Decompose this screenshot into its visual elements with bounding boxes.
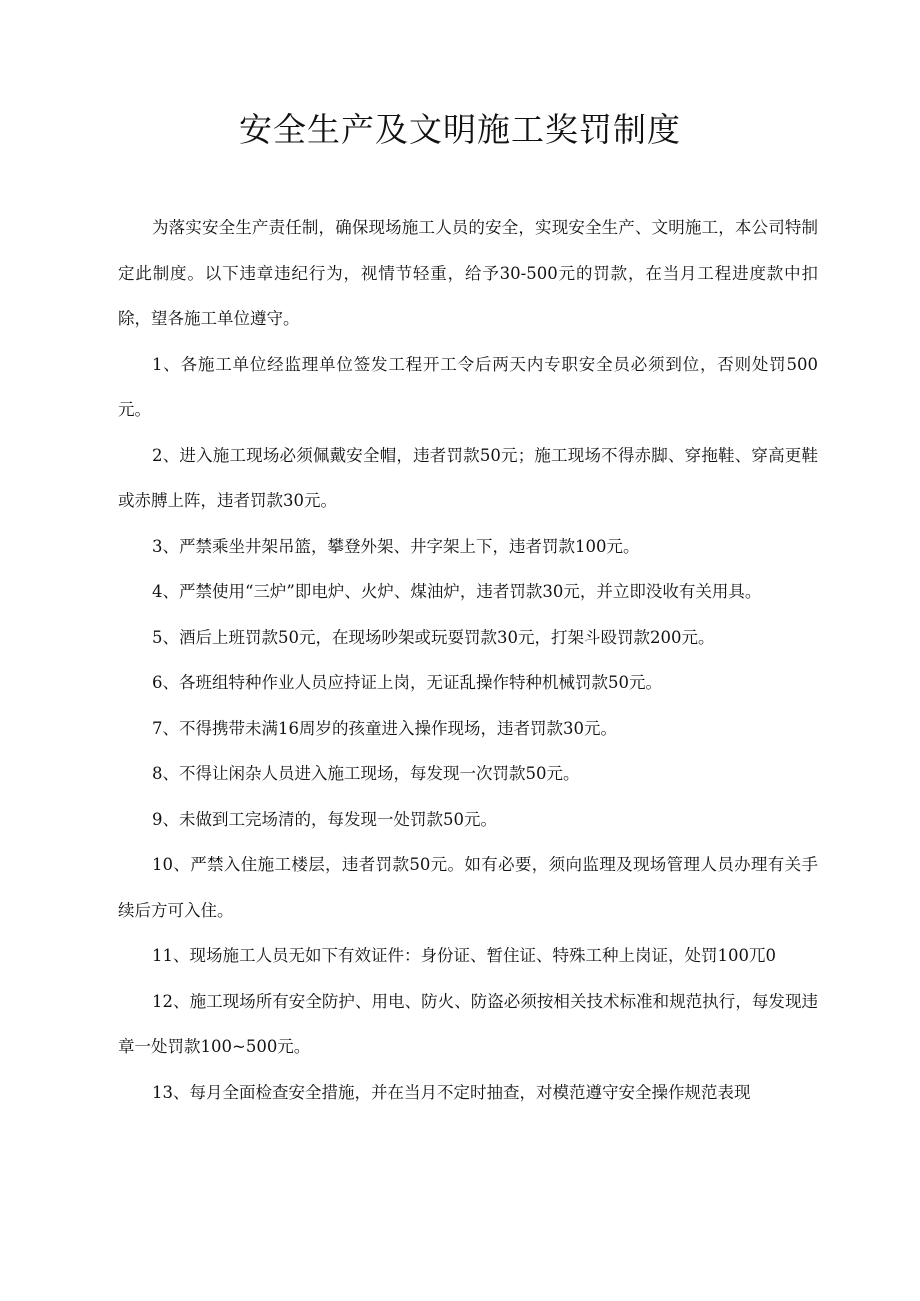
rule-paragraph-9: 9、未做到工完场清的，每发现一处罚款50元。 xyxy=(152,809,497,829)
rule-paragraph-7: 7、不得携带未满16周岁的孩童进入操作现场，违者罚款30元。 xyxy=(152,718,617,738)
intro-paragraph: 为落实安全生产责任制，确保现场施工人员的安全，实现安全生产、文明施工，本公司特制定此制度。以下违章违纪行为，视情节轻重，给予30-500元的罚款，在当月工程进度款中扣除，望各施工单位遵守。 xyxy=(118,218,818,328)
rule-paragraph-4: 4、严禁使用“三炉”即电炉、火炉、煤油炉，违者罚款30元，并立即没收有关用具。 xyxy=(152,582,762,601)
rule-paragraph-10: 10、严禁入住施工楼层，违者罚款50元。如有必要，须向监理及现场管理人员办理有关手续后方可入住。 xyxy=(118,855,818,920)
rule-paragraph-8: 8、不得让闲杂人员进入施工现场，每发现一次罚款50元。 xyxy=(152,764,580,783)
document-body xyxy=(118,205,818,1115)
rule-paragraph-11: 11、现场施工人员无如下有效证件：身份证、暂住证、特殊工种上岗证，处罚100兀0 xyxy=(152,946,776,965)
rule-paragraph-12: 12、施工现场所有安全防护、用电、防火、防盗必须按相关技术标准和规范执行，每发现违章一处罚款100~500元。 xyxy=(118,991,818,1056)
document-title: 安全生产及文明施工奖罚制度 xyxy=(239,110,681,149)
rule-paragraph-3: 3、严禁乘坐井架吊篮，攀登外架、井字架上下，违者罚款100元。 xyxy=(152,536,640,556)
rule-paragraph-1: 1、各施工单位经监理单位签发工程开工令后两天内专职安全员必须到位，否则处罚500元。 xyxy=(118,354,818,419)
rule-paragraph-6: 6、各班组特种作业人员应持证上岗，无证乱操作特种机械罚款50元。 xyxy=(152,673,662,692)
rule-paragraph-2: 2、进入施工现场必须佩戴安全帽，违者罚款50元；施工现场不得赤脚、穿拖鞋、穿高更鞋或赤膊上阵，违者罚款30元。 xyxy=(118,445,818,510)
rule-paragraph-5: 5、酒后上班罚款50元，在现场吵架或玩耍罚款30元，打架斗殴罚款200元。 xyxy=(152,627,715,647)
rule-paragraph-13: 13、每月全面检查安全措施，并在当月不定时抽查，对模范遵守安全操作规范表现 xyxy=(152,1082,751,1102)
